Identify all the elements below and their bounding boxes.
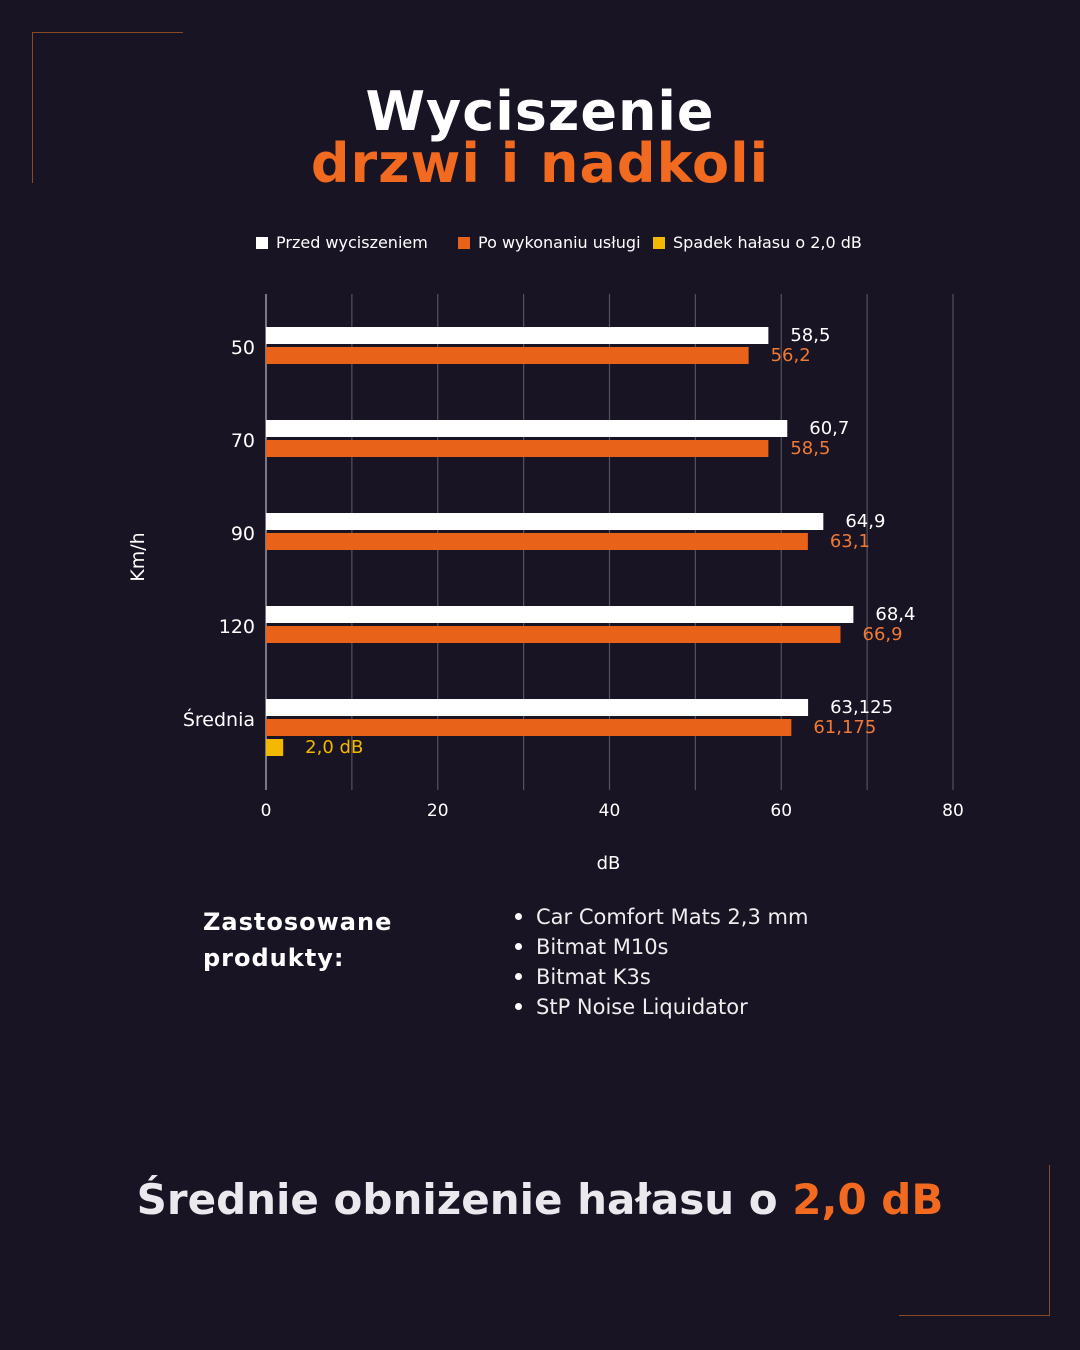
bullet-icon <box>515 913 522 920</box>
category-label: 120 <box>218 616 255 638</box>
bar <box>266 606 853 623</box>
bar <box>266 420 787 437</box>
x-tick-label: 20 <box>426 801 449 821</box>
data-label: 61,175 <box>813 717 877 738</box>
x-tick-label: 60 <box>770 801 793 821</box>
bullet-icon <box>515 973 522 980</box>
product-item: StP Noise Liquidator <box>515 990 808 1020</box>
bar <box>266 626 841 643</box>
bar <box>266 327 768 344</box>
data-label: 60,7 <box>809 418 850 439</box>
bar <box>266 719 791 736</box>
x-tick-label: 80 <box>942 801 964 821</box>
x-tick-label: 0 <box>260 801 272 821</box>
legend-label: Spadek hałasu o 2,0 dB <box>673 233 862 252</box>
data-label: 68,4 <box>875 604 916 625</box>
summary-text: Średnie obniżenie hałasu o 2,0 dB <box>136 1175 944 1224</box>
data-label: 58,5 <box>790 325 831 346</box>
legend-swatch <box>256 237 268 249</box>
product-item: Bitmat K3s <box>515 960 808 990</box>
products-label: Zastosowane produkty: <box>203 908 393 972</box>
category-label: 90 <box>230 523 255 545</box>
title-line-2: drzwi i nadkoli <box>310 132 770 195</box>
bar <box>266 347 749 364</box>
data-label: 63,1 <box>829 531 870 552</box>
bullet-icon <box>515 1003 522 1010</box>
product-item: Bitmat M10s <box>515 930 808 960</box>
legend-swatch <box>458 237 470 249</box>
products-list <box>515 900 808 1020</box>
y-axis-label: Km/h <box>127 532 149 582</box>
legend-label: Przed wyciszeniem <box>276 233 428 252</box>
x-tick-label: 40 <box>598 801 621 821</box>
data-label: 63,125 <box>830 697 894 718</box>
bar <box>266 739 283 756</box>
data-label: 66,9 <box>862 624 903 645</box>
bullet-icon <box>515 943 522 950</box>
category-label: 50 <box>230 337 255 359</box>
bar <box>266 533 808 550</box>
legend-label: Po wykonaniu usługi <box>478 233 641 252</box>
title-line-1: Wyciszenie <box>365 80 715 143</box>
data-label: 56,2 <box>770 345 811 366</box>
bar <box>266 699 808 716</box>
data-label: 58,5 <box>790 438 831 459</box>
bar-chart <box>0 220 1080 880</box>
data-label: 64,9 <box>845 511 886 532</box>
bar <box>266 440 768 457</box>
category-label: Średnia <box>182 709 255 731</box>
bar <box>266 513 823 530</box>
x-axis-label: dB <box>596 853 621 874</box>
category-label: 70 <box>230 430 255 452</box>
summary-accent: 2,0 dB <box>792 1175 944 1224</box>
legend-swatch <box>653 237 665 249</box>
product-item: Car Comfort Mats 2,3 mm <box>515 900 808 930</box>
data-label: 2,0 dB <box>305 737 364 758</box>
